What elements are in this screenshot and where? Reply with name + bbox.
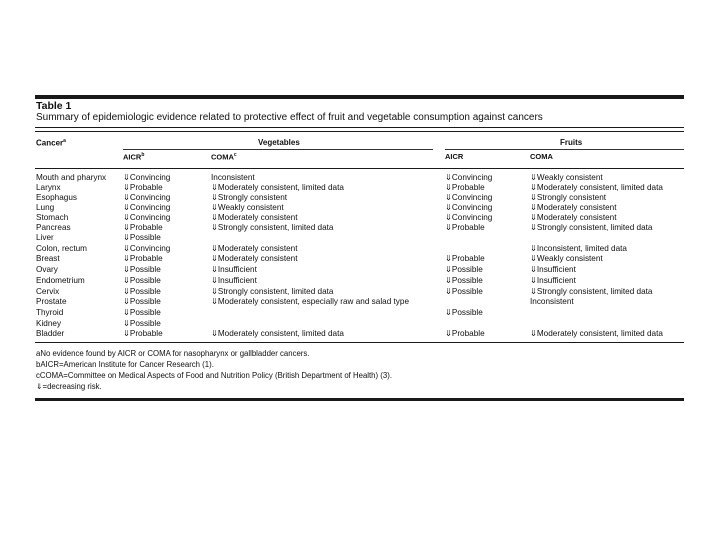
cell-fruit-coma: ⇓Moderately consistent	[530, 213, 617, 222]
cell-fruit-coma: Inconsistent	[530, 297, 574, 306]
cell-fruit-aicr: ⇓Probable	[445, 183, 485, 192]
table-row	[0, 255, 720, 265]
cell-cancer: Thyroid	[36, 308, 64, 317]
subheader-veg-coma-sup: c	[233, 152, 237, 158]
cell-veg-coma: ⇓Moderately consistent	[211, 213, 298, 222]
cell-veg-aicr: ⇓Convincing	[123, 213, 171, 222]
cell-veg-aicr: ⇓Convincing	[123, 193, 171, 202]
cell-fruit-aicr: ⇓Possible	[445, 265, 483, 274]
table-row	[0, 309, 720, 319]
cell-cancer: Kidney	[36, 319, 62, 328]
cell-veg-coma: ⇓Insufficient	[211, 276, 257, 285]
header-cancer-sup: a	[63, 138, 66, 144]
cell-fruit-coma: ⇓Strongly consistent, limited data	[530, 223, 653, 232]
cell-veg-coma: ⇓Moderately consistent, limited data	[211, 183, 344, 192]
cell-fruit-coma: ⇓Weakly consistent	[530, 254, 603, 263]
cell-veg-aicr: ⇓Convincing	[123, 173, 171, 182]
cell-fruit-aicr: ⇓Convincing	[445, 203, 493, 212]
cell-cancer: Pancreas	[36, 223, 71, 232]
cell-veg-aicr: ⇓Possible	[123, 276, 161, 285]
subheader-veg-coma-label: COMA	[211, 152, 234, 162]
cell-fruit-coma: ⇓Strongly consistent	[530, 193, 607, 202]
cell-fruit-coma: ⇓Moderately consistent, limited data	[530, 329, 663, 338]
cell-veg-aicr: ⇓Probable	[123, 223, 163, 232]
cell-veg-coma: ⇓Insufficient	[211, 265, 257, 274]
table-row	[0, 298, 720, 308]
table-row	[0, 245, 720, 255]
cell-fruit-coma: ⇓Insufficient	[530, 276, 576, 285]
cell-cancer: Ovary	[36, 265, 58, 274]
subheader-veg-aicr-sup: b	[141, 152, 145, 158]
cell-veg-aicr: ⇓Possible	[123, 287, 161, 296]
cell-veg-coma: ⇓Weakly consistent	[211, 203, 284, 212]
cell-fruit-coma: ⇓Moderately consistent, limited data	[530, 183, 663, 192]
footnote-c: cCOMA=Committee on Medical Aspects of Food and Nutrition Policy (British Department of Health) (3).	[36, 371, 392, 380]
cell-veg-aicr: ⇓Probable	[123, 254, 163, 263]
table-row	[0, 277, 720, 287]
cell-cancer: Stomach	[36, 213, 69, 222]
cell-cancer: Endometrium	[36, 276, 85, 285]
cell-fruit-aicr: ⇓Probable	[445, 223, 485, 232]
cell-veg-coma: ⇓Moderately consistent	[211, 254, 298, 263]
cell-fruit-aicr: ⇓Convincing	[445, 213, 493, 222]
cell-cancer: Breast	[36, 254, 60, 263]
cell-veg-aicr: ⇓Convincing	[123, 244, 171, 253]
subheader-fruit-aicr: AICR	[445, 152, 464, 161]
cell-veg-aicr: ⇓Probable	[123, 183, 163, 192]
cell-veg-coma: ⇓Moderately consistent, limited data	[211, 329, 344, 338]
table-caption: Summary of epidemiologic evidence related to protective effect of fruit and vegetable consumption against cancers	[36, 112, 543, 123]
cell-cancer: Esophagus	[36, 193, 77, 202]
cell-fruit-aicr: ⇓Probable	[445, 254, 485, 263]
header-cancer-label: Cancer	[36, 138, 64, 148]
cell-fruit-aicr: ⇓Convincing	[445, 173, 493, 182]
cell-cancer: Prostate	[36, 297, 67, 306]
table-row	[0, 234, 720, 244]
cell-cancer: Colon, rectum	[36, 244, 87, 253]
cell-veg-coma: Inconsistent	[211, 173, 255, 182]
cell-fruit-coma: ⇓Moderately consistent	[530, 203, 617, 212]
cell-veg-aicr: ⇓Convincing	[123, 203, 171, 212]
cell-fruit-coma: ⇓Weakly consistent	[530, 173, 603, 182]
cell-veg-aicr: ⇓Possible	[123, 265, 161, 274]
cell-cancer: Liver	[36, 233, 54, 242]
table-row	[0, 184, 720, 194]
cell-veg-coma: ⇓Strongly consistent, limited data	[211, 223, 334, 232]
header-fruits: Fruits	[560, 138, 583, 147]
cell-cancer: Mouth and pharynx	[36, 173, 107, 182]
cell-veg-aicr: ⇓Possible	[123, 319, 161, 328]
table-title: Table 1	[36, 100, 72, 112]
cell-fruit-aicr: ⇓Possible	[445, 287, 483, 296]
cell-veg-aicr: ⇓Possible	[123, 308, 161, 317]
cell-fruit-aicr: ⇓Probable	[445, 329, 485, 338]
cell-veg-aicr: ⇓Possible	[123, 233, 161, 242]
cell-veg-coma: ⇓Strongly consistent	[211, 193, 288, 202]
footnote-arrow-legend: ⇓=decreasing risk.	[36, 382, 102, 391]
cell-veg-aicr: ⇓Possible	[123, 297, 161, 306]
footnote-b: bAICR=American Institute for Cancer Research (1).	[36, 360, 214, 369]
cell-veg-coma: ⇓Moderately consistent, especially raw and salad type	[211, 297, 410, 306]
cell-fruit-aicr: ⇓Convincing	[445, 193, 493, 202]
table-row	[0, 266, 720, 276]
table-row	[0, 224, 720, 234]
table-row	[0, 330, 720, 340]
cell-fruit-aicr: ⇓Possible	[445, 276, 483, 285]
cell-cancer: Larynx	[36, 183, 61, 192]
cell-veg-coma: ⇓Strongly consistent, limited data	[211, 287, 334, 296]
subheader-veg-aicr-label: AICR	[123, 152, 142, 162]
subheader-fruit-coma: COMA	[530, 152, 553, 161]
cell-cancer: Bladder	[36, 329, 65, 338]
cell-fruit-aicr: ⇓Possible	[445, 308, 483, 317]
cell-fruit-coma: ⇓Inconsistent, limited data	[530, 244, 627, 253]
cell-veg-aicr: ⇓Probable	[123, 329, 163, 338]
footnote-a: aNo evidence found by AICR or COMA for nasopharynx or gallbladder cancers.	[36, 349, 310, 358]
cell-fruit-coma: ⇓Insufficient	[530, 265, 576, 274]
cell-cancer: Lung	[36, 203, 55, 212]
cell-veg-coma: ⇓Moderately consistent	[211, 244, 298, 253]
cell-fruit-coma: ⇓Strongly consistent, limited data	[530, 287, 653, 296]
header-vegetables: Vegetables	[258, 138, 300, 147]
cell-cancer: Cervix	[36, 287, 60, 296]
